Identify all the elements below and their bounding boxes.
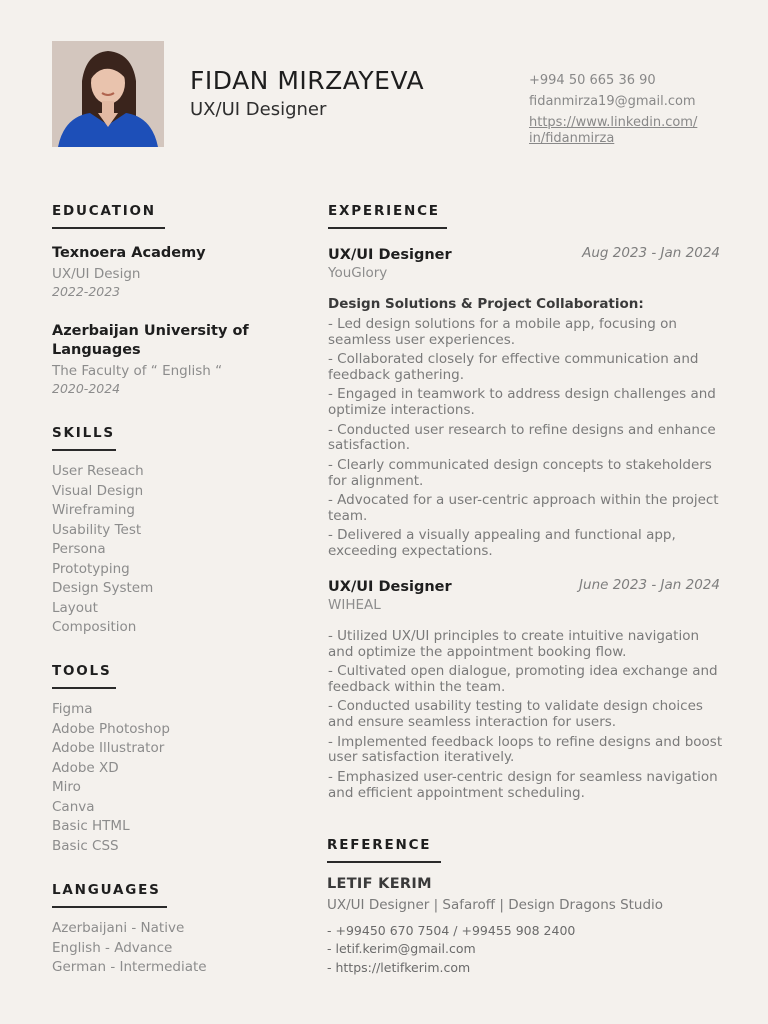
list-item: Adobe Illustrator [52, 740, 165, 756]
list-item: - Conducted user research to refine designs and enhance satisfaction. [328, 421, 716, 454]
reference-contacts [327, 922, 727, 977]
reference-entry [327, 876, 727, 977]
list-item: Canva [52, 798, 95, 815]
education-school: Texnoera Academy [52, 245, 206, 261]
list-item: Azerbaijani - Native [52, 920, 185, 936]
email-address[interactable]: fidanmirza19@gmail.com [529, 93, 696, 109]
profile-photo [52, 41, 164, 147]
education-heading: EDUCATION [52, 203, 165, 229]
list-item: User Reseach [52, 463, 144, 479]
list-item: - Cultivated open dialogue, promoting idea exchange and feedback within the team. [328, 663, 718, 695]
education-program: The Faculty of “ English “ [52, 362, 223, 379]
skills-list [52, 462, 153, 638]
education-item [52, 244, 282, 299]
list-item: - Collaborated closely for effective communication and feedback gathering. [328, 351, 699, 383]
list-item: Usability Test [52, 521, 142, 538]
list-item: German - Intermediate [52, 959, 207, 975]
languages-heading: LANGUAGES [52, 882, 167, 908]
list-item: Miro [52, 779, 81, 795]
list-item: Figma [52, 701, 93, 717]
education-item [52, 322, 252, 396]
reference-email[interactable]: - letif.kerim@gmail.com [327, 941, 476, 957]
job-entry [328, 244, 728, 563]
list-item: Adobe XD [52, 759, 119, 776]
job-entry [328, 576, 728, 805]
education-program: UX/UI Design [52, 265, 141, 282]
list-item: Basic HTML [52, 818, 130, 834]
reference-website[interactable]: - https://letifkerim.com [327, 959, 471, 975]
list-item: - Utilized UX/UI principles to create intuitive navigation and optimize the appointment booking flow. [328, 628, 700, 660]
list-item: Visual Design [52, 482, 144, 499]
list-item: - Emphasized user-centric design for seamless navigation and efficient appointment scheduling. [328, 768, 718, 801]
list-item: - Clearly communicated design concepts to stakeholders for alignment. [328, 456, 712, 489]
list-item: - Engaged in teamwork to address design challenges and optimize interactions. [328, 386, 716, 419]
list-item: Adobe Photoshop [52, 720, 170, 737]
job-bullets [328, 317, 728, 560]
job-company: WIHEAL [328, 597, 381, 613]
job-dates: Aug 2023 - Jan 2024 [582, 245, 720, 261]
reference-phone: - +99450 670 7504 / +99455 908 2400 [327, 923, 576, 938]
list-item: Design System [52, 580, 154, 596]
list-item: - Advocated for a user-centric approach within the project team. [328, 491, 719, 524]
skills-heading: SKILLS [52, 425, 116, 451]
linkedin-link-line-2[interactable]: in/fidanmirza [529, 130, 615, 146]
list-item: Wireframing [52, 502, 135, 518]
reference-detail: UX/UI Designer | Safaroff | Design Dragons Studio [327, 897, 664, 913]
job-bullets [328, 629, 728, 801]
list-item: - Led design solutions for a mobile app, focusing on seamless user experiences. [328, 316, 677, 348]
list-item: English - Advance [52, 939, 173, 956]
experience-heading: EXPERIENCE [328, 203, 447, 229]
education-years: 2022-2023 [52, 283, 121, 299]
list-item: - Delivered a visually appealing and functional app, exceeding expectations. [328, 527, 676, 559]
job-title: UX/UI Designer [328, 247, 452, 263]
education-school: Azerbaijan University of Languages [52, 323, 249, 358]
candidate-role: UX/UI Designer [190, 99, 327, 120]
education-years: 2020-2024 [52, 380, 121, 396]
list-item: - Conducted usability testing to validate design choices and ensure seamless interaction for users. [328, 698, 703, 731]
list-item: Composition [52, 619, 137, 635]
tools-list [52, 700, 170, 856]
candidate-name: FIDAN MIRZAYEVA [190, 66, 425, 95]
portrait-image [52, 41, 164, 147]
job-title: UX/UI Designer [328, 579, 452, 595]
list-item: Basic CSS [52, 837, 119, 854]
list-item: - Implemented feedback loops to refine designs and boost user satisfaction iteratively. [328, 733, 723, 766]
phone-number: +994 50 665 36 90 [529, 73, 656, 88]
job-dates: June 2023 - Jan 2024 [579, 577, 720, 593]
contact-block [529, 71, 749, 147]
job-company: YouGlory [328, 265, 388, 281]
job-header [328, 576, 728, 596]
languages-list [52, 919, 207, 978]
list-item: Prototyping [52, 560, 130, 577]
list-item: Persona [52, 541, 106, 557]
linkedin-link[interactable] [529, 115, 749, 148]
linkedin-link-line-1[interactable]: https://www.linkedin.com/ [529, 114, 698, 130]
job-subheading: Design Solutions & Project Collaboration: [328, 296, 644, 312]
job-header [328, 244, 728, 264]
reference-heading: REFERENCE [327, 837, 441, 863]
tools-heading: TOOLS [52, 663, 116, 689]
reference-name: LETIF KERIM [327, 876, 432, 892]
list-item: Layout [52, 599, 98, 616]
